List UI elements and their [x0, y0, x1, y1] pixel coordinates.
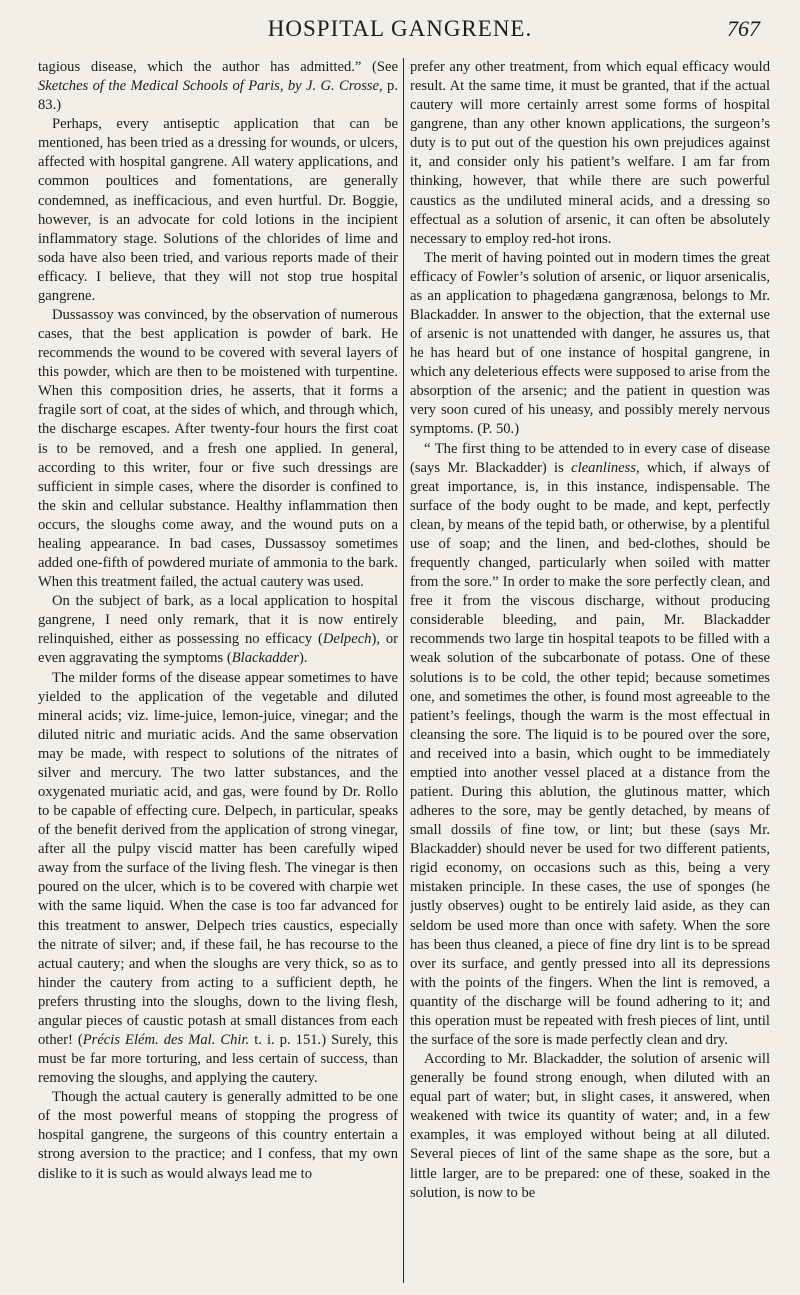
- paragraph: [38, 1088, 398, 1183]
- paragraph-segment: Dussassoy was convinced, by the observation of numerous cases, that the best application is powder of bark. He recommends the wound to be covered with several layers of this powder, which are then to be moistened with turpentine. When this composition dries, he asserts, that it forms a fragile sort of coat, at the sides of which, and through which, the discharge escapes. After twenty-four hours the first coat is to be removed, and a fresh one applied. In general, according to this writer, four or five such dressings are sufficient in simple cases, where the disorder is confined to the skin and cellular substance. Healthy inflammation then occurs, the sloughs come away, and the wound puts on a healing appearance. In bad cases, Dussassoy sometimes added one-fifth of powdered muriate of ammonia to the bark. When this treatment failed, the actual cautery was used.: [38, 307, 398, 591]
- paragraph-segment: p. 83.): [38, 78, 398, 114]
- running-title: HOSPITAL GANGRENE.: [267, 16, 533, 41]
- paragraph-segment: According to Mr. Blackadder, the solution of arsenic will generally be found strong enough, when diluted with an equal part of water; but, in slight cases, it answered, when weakened with twice its quantity of water; and, in a few examples, it was employed without being at all diluted. Several pieces of lint of the same shape as the sore, but a little larger, are to be prepared: one of these, soaked in the solution, is now to be: [410, 1051, 770, 1201]
- paragraph-segment: The merit of having pointed out in modern times the great efficacy of Fowler’s solution of arsenic, or liquor arsenicalis, as an application to phagedæna gangrænosa, belongs to Mr. Blackadder. In answer to the objection, that the external use of arsenic is not unattended with danger, he assures us, that he has heard but of one instance of hospital gangrene, in which any deleterious effects were supposed to arise from the absorption of the arsenic; and the patient in question was very soon cured of his uneasy, and possibly merely nervous symptoms. (P. 50.): [410, 249, 770, 438]
- paragraph-segment: “ The first thing to be attended to in every case of disease (says Mr. Blackadder) is: [410, 440, 770, 476]
- paragraph-segment: Delpech: [322, 631, 372, 648]
- page-number: 767: [727, 16, 760, 41]
- paragraph-segment: Précis Elém. des Mal. Chir.: [82, 1031, 250, 1048]
- paragraph-segment: tagious disease, which the author has admitted.” (See: [38, 59, 398, 75]
- paragraph-segment: which, if always of great importance, is, in this instance, indispensable. The surface of the body ought to be made, and kept, perfectly clean, by means of the tepid bath, or otherwise, by a plentiful use of soap; and the linen, and bed-clothes, should be frequently changed, particularly when soiled with matter from the sore.” In order to make the sore perfectly clean, and free it from the viscous discharge, without producing considerable bleeding, and pain, Mr. Blackadder recommends two large tin hospital teapots to be filled with a weak solution of the subcarbonate of potass. One of these solutions is to be cold, the other tepid; because sometimes one, and sometimes the other, is found most agreeable to the patient’s feelings, though the warm is the most effectual in cleansing the sore. The liquid is to be poured over the sore, and received into a basin, which ought to be immediately emptied into another vessel placed at a distance from the patient. During this ablution, the glutinous matter, which adheres to the sore, may be gently detached, by means of small dossils of fine tow, or lint; but these (says Mr. Blackadder) should never be used for two different patients, rigid economy, on occasions such as this, being a very mistaken principle. In these cases, the use of sponges (he justly observes) ought to be entirely laid aside, as they can seldom be used more than once with safety. When the sore has been thus cleaned, a piece of fine dry lint is to be spread over its surface, and gently pressed into all its depressions with the points of the fingers. When the lint is removed, a quantity of the discharge will be found adhering to it; and this operation must be repeated with fresh pieces of lint, until the surface of the sore is made perfectly clean and dry.: [410, 459, 770, 1048]
- page-header: [40, 14, 760, 48]
- paragraph: [410, 58, 770, 249]
- paragraph: [410, 440, 770, 1051]
- paragraph: [38, 115, 398, 306]
- column-divider: [403, 58, 404, 1283]
- paragraph-segment: ), or even aggravating the symptoms (: [38, 631, 398, 667]
- paragraph-segment: Blackadder: [231, 650, 300, 667]
- paragraph: [38, 592, 398, 668]
- paragraph-segment: t. i. p. 151.) Surely, this must be far more torturing, and less certain of success, than removing the sloughs, and applying the cautery.: [38, 1031, 398, 1087]
- paragraph: [410, 249, 770, 440]
- paragraph-segment: The milder forms of the disease appear sometimes to have yielded to the application of the vegetable and diluted mineral acids; viz. lime-juice, lemon-juice, vinegar; and the diluted nitric and muriatic acids. And the same observation may be made, with respect to solutions of the nitrates of silver and mercury. The two latter substances, and the oxygenated muriatic acid, and gas, were found by Dr. Rollo to be capable of effecting cure. Delpech, in particular, speaks of the benefit derived from the application of strong vinegar, after all the pulpy viscid matter has been carefully wiped away from the surface of the living flesh. The vinegar is then poured on the ulcer, which is to be covered with charpie wet with the same liquid. When the case is too far advanced for this treatment to answer, Delpech tries caustics, especially the nitrate of silver; and, if these fail, he has recourse to the actual cautery; and when the sloughs are very thick, so as to hinder the cautery from acting to a sufficient depth, he prefers thrusting into the sloughs, down to the living flesh, angular pieces of caustic potash at small distances from each other! (: [38, 669, 398, 1048]
- paragraph: [38, 306, 398, 592]
- paragraph-segment: ).: [299, 650, 308, 667]
- paragraph-segment: Sketches of the Medical Schools of Paris, by J. G. Crosse,: [38, 78, 383, 95]
- left-column: [38, 58, 398, 1283]
- paragraph-segment: On the subject of bark, as a local application to hospital gangrene, I need only remark, that it is now entirely relinquished, either as possessing no efficacy (: [38, 593, 398, 648]
- paragraph: [38, 669, 398, 1089]
- paragraph-segment: Perhaps, every antiseptic application that can be mentioned, has been tried as a dressing for wounds, or ulcers, affected with hospital gangrene. All watery applications, and common poultices and fomentations, are generally condemned, as inefficacious, and even hurtful. Dr. Boggie, however, is an advocate for cold lotions in the incipient inflammatory stage. Solutions of the chlorides of lime and soda have also been tried, and various reports made of their efficacy. I believe, that they will not stop true hospital gangrene.: [38, 116, 398, 304]
- paragraph-segment: Though the actual cautery is generally admitted to be one of the most powerful means of stopping the progress of hospital gangrene, the surgeons of this country entertain a strong aversion to the practice; and I confess, that my own dislike to it is such as would always lead me to: [38, 1089, 398, 1182]
- right-column: [410, 58, 770, 1283]
- paragraph: [410, 1050, 770, 1203]
- text-columns: [38, 58, 768, 1283]
- paragraph: [38, 58, 398, 115]
- paragraph-segment: cleanliness,: [571, 459, 640, 476]
- paragraph-segment: prefer any other treatment, from which equal efficacy would result. At the same time, it must be granted, that if the actual cautery will more certainly arrest some forms of hospital gangrene, than any other known applications, the surgeon’s duty is to put out of the question his own prejudices against it, and consider only his patient’s welfare. I am far from thinking, however, that while there are such powerful caustics as the undiluted mineral acids, and a dressing so effectual as a solution of arsenic, it can often be absolutely necessary to employ red-hot irons.: [410, 59, 770, 247]
